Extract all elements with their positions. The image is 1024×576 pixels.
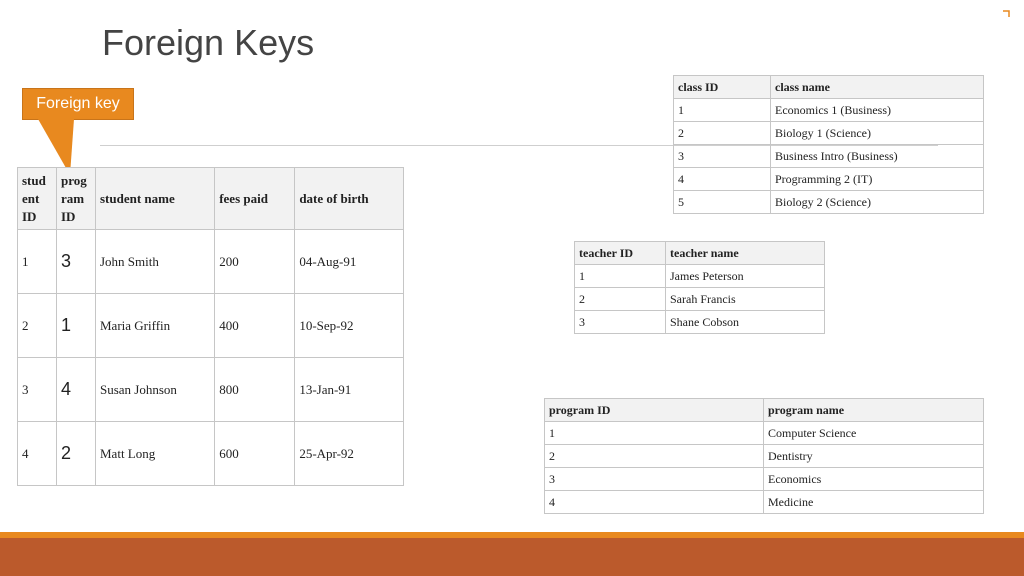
column-header-class-name: class name	[771, 76, 984, 99]
header-line: ID	[22, 208, 37, 224]
table-row	[674, 122, 984, 145]
table-row	[674, 168, 984, 191]
cell-teacher-id: 1	[575, 265, 666, 288]
cell-student-id: 4	[18, 422, 57, 486]
table-row	[545, 422, 984, 445]
column-header-teacher-id: teacher ID	[575, 242, 666, 265]
column-header-program-id: program ID	[545, 399, 764, 422]
cell-teacher-id: 2	[575, 288, 666, 311]
cell-teacher-name: Shane Cobson	[666, 311, 825, 334]
cell-teacher-name: James Peterson	[666, 265, 825, 288]
header-line: ram	[61, 190, 85, 206]
header-line: prog	[61, 172, 87, 188]
cell-program-id: 4	[545, 491, 764, 514]
table-header-row	[575, 242, 825, 265]
table-row	[545, 491, 984, 514]
cell-date-of-birth: 10-Sep-92	[295, 294, 404, 358]
column-header-student-id	[18, 168, 57, 230]
table-header-row	[674, 76, 984, 99]
table-row	[545, 445, 984, 468]
cell-program-id: 4	[57, 358, 96, 422]
teacher-table	[574, 241, 825, 334]
table-row	[545, 468, 984, 491]
cell-program-id: 2	[545, 445, 764, 468]
column-header-class-id: class ID	[674, 76, 771, 99]
foreign-key-callout: Foreign key	[22, 88, 134, 120]
student-table	[17, 167, 404, 486]
cell-class-id: 2	[674, 122, 771, 145]
cell-date-of-birth: 25-Apr-92	[295, 422, 404, 486]
column-header-program-name: program name	[764, 399, 984, 422]
table-row	[575, 311, 825, 334]
cell-student-id: 3	[18, 358, 57, 422]
cell-fees-paid: 200	[215, 230, 295, 294]
table-row	[674, 99, 984, 122]
table-row	[18, 358, 404, 422]
cell-class-name: Economics 1 (Business)	[771, 99, 984, 122]
cell-fees-paid: 600	[215, 422, 295, 486]
cell-student-id: 1	[18, 230, 57, 294]
column-header-program-id	[57, 168, 96, 230]
cell-teacher-name: Sarah Francis	[666, 288, 825, 311]
cell-teacher-id: 3	[575, 311, 666, 334]
table-row	[18, 294, 404, 358]
cell-program-id: 3	[57, 230, 96, 294]
cell-program-name: Dentistry	[764, 445, 984, 468]
table-row	[674, 145, 984, 168]
table-header-row	[545, 399, 984, 422]
column-header-fees-paid: fees paid	[215, 168, 295, 230]
cell-student-name: Maria Griffin	[96, 294, 215, 358]
cell-student-id: 2	[18, 294, 57, 358]
cell-program-name: Computer Science	[764, 422, 984, 445]
table-row	[18, 230, 404, 294]
cell-student-name: John Smith	[96, 230, 215, 294]
table-row	[674, 191, 984, 214]
cell-class-name: Programming 2 (IT)	[771, 168, 984, 191]
column-header-student-name: student name	[96, 168, 215, 230]
cell-class-name: Business Intro (Business)	[771, 145, 984, 168]
column-header-date-of-birth: date of birth	[295, 168, 404, 230]
cell-fees-paid: 400	[215, 294, 295, 358]
header-line: stud	[22, 172, 46, 188]
cell-program-name: Economics	[764, 468, 984, 491]
class-table	[673, 75, 984, 214]
cell-student-name: Susan Johnson	[96, 358, 215, 422]
cell-class-id: 1	[674, 99, 771, 122]
header-line: ent	[22, 190, 40, 206]
cell-fees-paid: 800	[215, 358, 295, 422]
cell-program-id: 3	[545, 468, 764, 491]
cell-class-id: 4	[674, 168, 771, 191]
footer-bar	[0, 538, 1024, 576]
program-table	[544, 398, 984, 514]
cell-program-name: Medicine	[764, 491, 984, 514]
cell-date-of-birth: 13-Jan-91	[295, 358, 404, 422]
header-line: ID	[61, 208, 76, 224]
cell-student-name: Matt Long	[96, 422, 215, 486]
table-row	[575, 288, 825, 311]
cell-program-id: 2	[57, 422, 96, 486]
table-header-row	[18, 168, 404, 230]
page-title: Foreign Keys	[102, 22, 315, 63]
cell-class-id: 3	[674, 145, 771, 168]
corner-chevron-icon	[1001, 10, 1011, 20]
table-row	[575, 265, 825, 288]
column-header-teacher-name: teacher name	[666, 242, 825, 265]
cell-class-name: Biology 1 (Science)	[771, 122, 984, 145]
cell-program-id: 1	[545, 422, 764, 445]
cell-class-id: 5	[674, 191, 771, 214]
cell-class-name: Biology 2 (Science)	[771, 191, 984, 214]
table-row	[18, 422, 404, 486]
cell-date-of-birth: 04-Aug-91	[295, 230, 404, 294]
cell-program-id: 1	[57, 294, 96, 358]
